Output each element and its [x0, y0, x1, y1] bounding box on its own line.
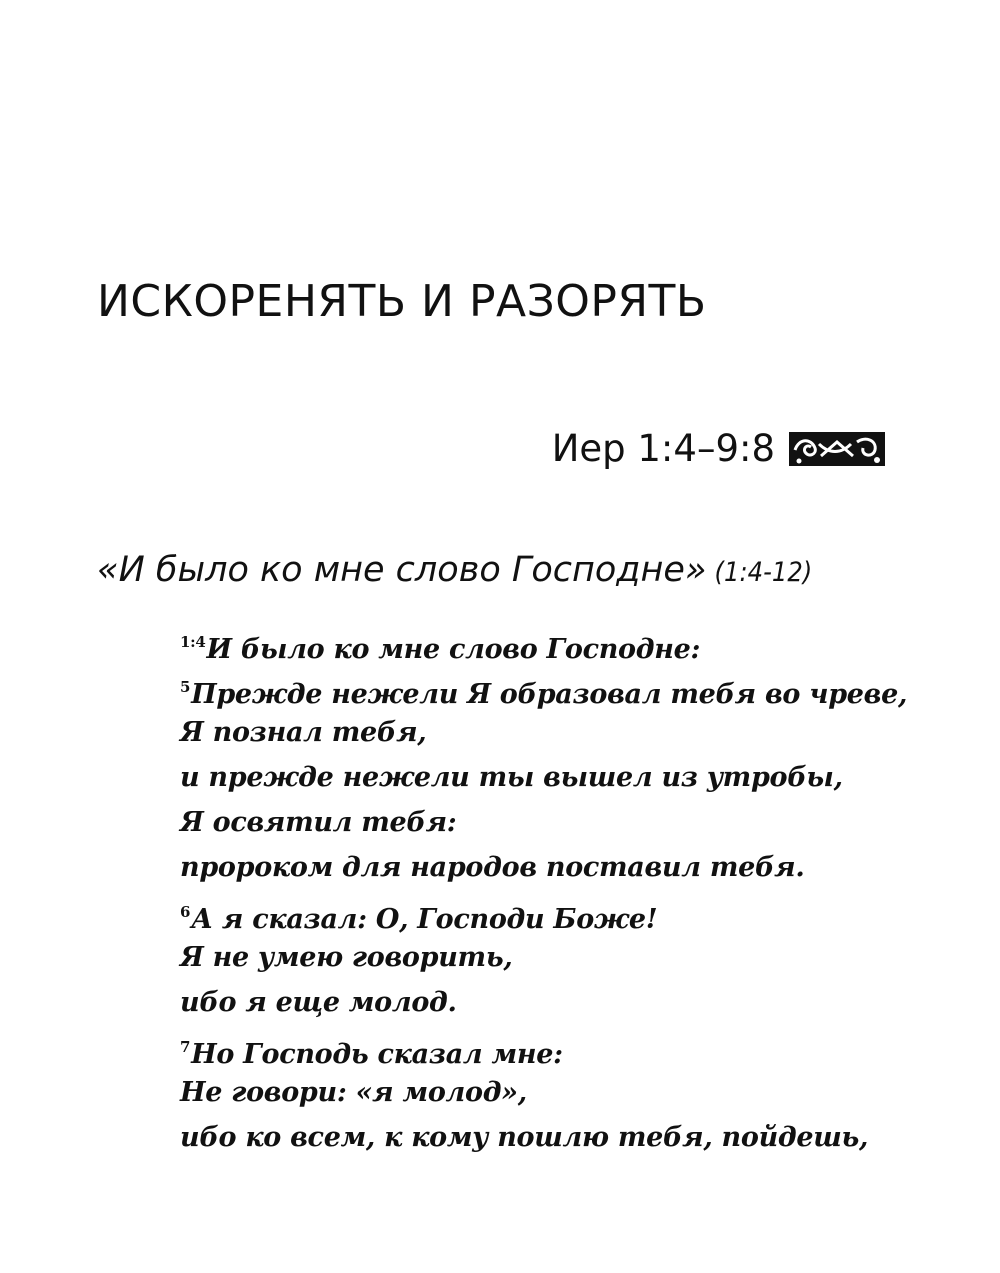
verse-line — [180, 755, 907, 800]
verse-line — [180, 665, 907, 710]
decorative-ornament-icon — [789, 430, 885, 468]
verse-line — [180, 710, 907, 755]
section-heading-range: (1:4-12) — [714, 557, 813, 588]
verse-line — [180, 890, 907, 935]
verse-text: и прежде нежели ты вышел из утробы, — [180, 762, 843, 793]
verse-text: ибо ко всем, к кому пошлю тебя, пойдешь, — [180, 1122, 869, 1153]
verse-line — [180, 1070, 907, 1115]
verse-number: 7 — [180, 1038, 191, 1056]
verse-number: 5 — [180, 678, 191, 696]
verse-text: Я не умею говорить, — [180, 942, 513, 973]
verse-text: Я познал тебя, — [180, 717, 427, 748]
verse-line — [180, 980, 907, 1025]
verse-text: А я сказал: О, Господи Боже! — [191, 904, 658, 935]
verse-text: ибо я еще молод. — [180, 987, 457, 1018]
verse-line — [180, 935, 907, 980]
verse-text: Прежде нежели Я образовал тебя во чреве, — [191, 679, 908, 710]
verse-line — [180, 1115, 907, 1160]
verse-line — [180, 1025, 907, 1070]
verse-text: И было ко мне слово Господне: — [206, 634, 701, 665]
verse-line — [180, 845, 907, 890]
verse-text: Но Господь сказал мне: — [191, 1039, 563, 1070]
reference-text: Иер 1:4–9:8 — [551, 427, 775, 470]
verse-text: пророком для народов поставил тебя. — [180, 852, 805, 883]
section-heading-text: «И было ко мне слово Господне» — [97, 550, 707, 590]
verse-number: 1:4 — [180, 633, 206, 651]
chapter-title: ИСКОРЕНЯТЬ И РАЗОРЯТЬ — [97, 276, 707, 327]
verse-line — [180, 800, 907, 845]
verse-number: 6 — [180, 903, 191, 921]
verse-list — [180, 620, 907, 1160]
section-heading — [97, 547, 812, 593]
verse-text: Не говори: «я молод», — [180, 1077, 527, 1108]
verse-text: Я освятил тебя: — [180, 807, 457, 838]
scripture-reference — [552, 426, 885, 472]
verse-line — [180, 620, 907, 665]
